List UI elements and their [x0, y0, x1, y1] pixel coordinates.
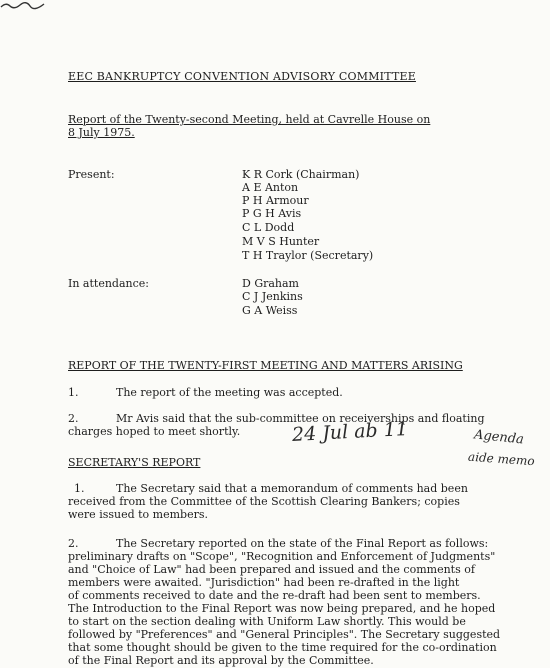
paragraph-line: preliminary drafts on "Scope", "Recognition and Enforcement of Judgments": [68, 550, 496, 563]
paragraph-line: of the Final Report and its approval by the Committee.: [68, 654, 374, 667]
handwritten-date-note: 24 Jul ab 11: [291, 417, 409, 447]
paragraph-line: Mr Avis said that the sub-committee on receiverships and floating: [116, 412, 485, 425]
attendee: M V S Hunter: [242, 235, 320, 248]
paragraph-line: that some thought should be given to the time required for the co-ordination: [68, 641, 497, 654]
corner-scribble: [0, 0, 46, 10]
item-number: 1.: [74, 482, 85, 495]
paragraph-line: The Introduction to the Final Report was now being prepared, and he hoped: [68, 602, 496, 615]
committee-title: EEC BANKRUPTCY CONVENTION ADVISORY COMMITTEE: [68, 70, 416, 83]
attendee: T H Traylor (Secretary): [242, 249, 374, 262]
attendee: K R Cork (Chairman): [242, 168, 360, 181]
item-number: 2.: [68, 412, 79, 425]
present-label: Present:: [68, 168, 115, 181]
attendee: D Graham: [242, 277, 299, 290]
paragraph-line: were issued to members.: [68, 508, 208, 521]
paragraph-line: The Secretary said that a memorandum of comments had been: [116, 482, 468, 495]
paragraph-line: members were awaited. "Jurisdiction" had been re-drafted in the light: [68, 576, 460, 589]
paragraph-line: received from the Committee of the Scottish Clearing Bankers; copies: [68, 495, 460, 508]
attendee: G A Weiss: [242, 304, 298, 317]
attendee: P H Armour: [242, 194, 309, 207]
handwritten-side-note: aide memo: [467, 449, 536, 469]
item-number: 2.: [68, 537, 79, 550]
in-attendance-label: In attendance:: [68, 277, 149, 290]
section-heading-secretary: SECRETARY'S REPORT: [68, 456, 201, 469]
paragraph-line: to start on the section dealing with Uniform Law shortly. This would be: [68, 615, 466, 628]
paragraph-line: of comments received to date and the re-draft had been sent to members.: [68, 589, 481, 602]
paragraph-line: followed by "Preferences" and "General Principles". The Secretary suggested: [68, 628, 501, 641]
section-heading-report: REPORT OF THE TWENTY-FIRST MEETING AND MATTERS ARISING: [68, 359, 463, 372]
report-title-line2: 8 July 1975.: [68, 126, 135, 139]
attendee: P G H Avis: [242, 207, 302, 220]
paragraph-line: charges hoped to meet shortly.: [68, 425, 241, 438]
paragraph-line: The report of the meeting was accepted.: [116, 386, 343, 399]
paragraph-line: The Secretary reported on the state of the Final Report as follows:: [116, 537, 489, 550]
attendee: C L Dodd: [242, 221, 295, 234]
paragraph-line: and "Choice of Law" had been prepared and issued and the comments of: [68, 563, 475, 576]
item-number: 1.: [68, 386, 79, 399]
attendee: A E Anton: [242, 181, 299, 194]
report-title-line1: Report of the Twenty-second Meeting, held at Cavrelle House on: [68, 113, 431, 126]
handwritten-side-note: Agenda: [473, 427, 525, 448]
attendee: C J Jenkins: [242, 290, 303, 303]
